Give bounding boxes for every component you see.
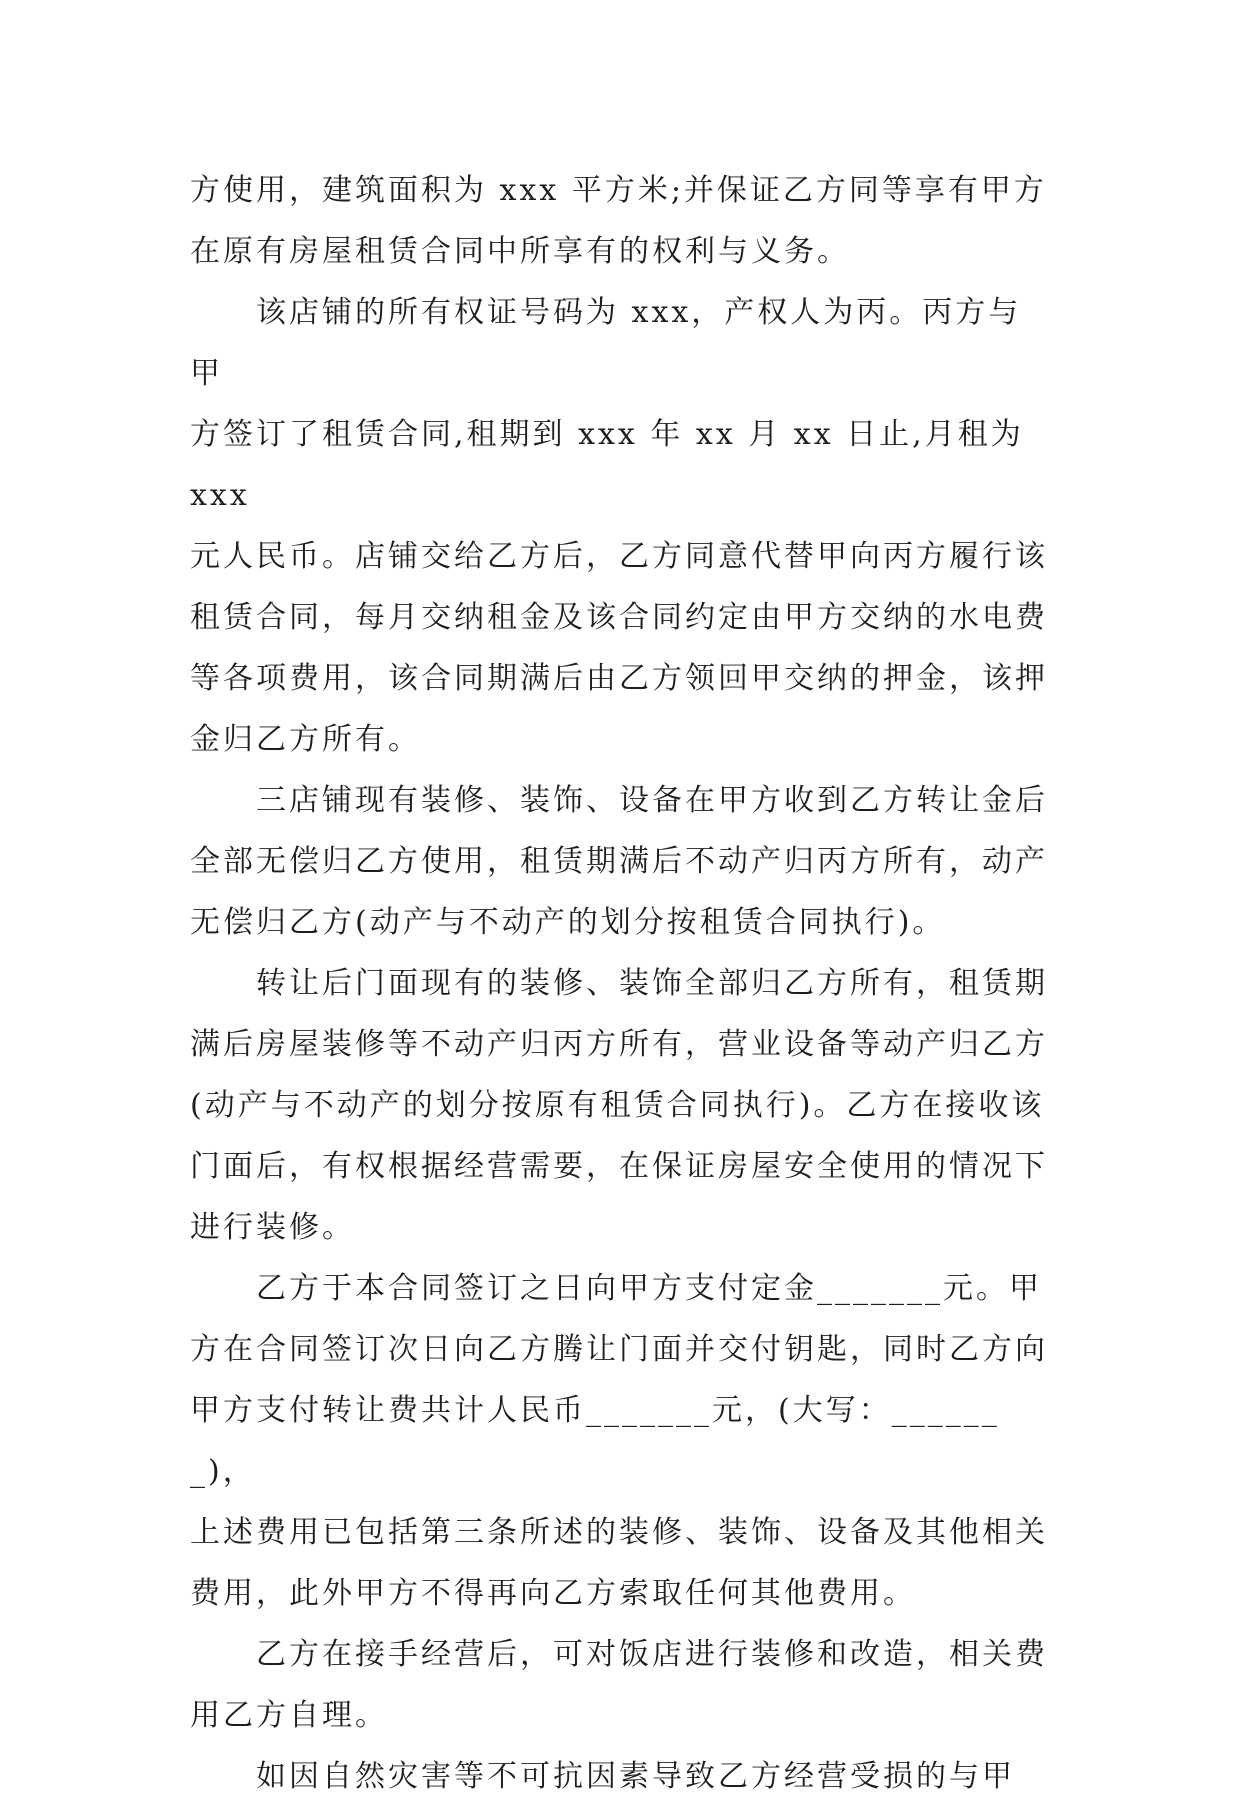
paragraph [190, 1258, 1050, 1624]
text-line: 三店铺现有装修、装饰、设备在甲方收到乙方转让金后 [256, 783, 1048, 818]
text-line: 方在合同签订次日向乙方腾让门面并交付钥匙，同时乙方向 [190, 1332, 1048, 1367]
text-line: 全部无偿归乙方使用，租赁期满后不动产归丙方所有，动产 [190, 844, 1048, 879]
text-line: 方签订了租赁合同,租期到 xxx 年 xx 月 xx 日止,月租为 xxx [190, 417, 1037, 513]
text-line: 无偿归乙方(动产与不动产的划分按租赁合同执行)。 [190, 905, 946, 940]
text-line: 方使用，建筑面积为 xxx 平方米;并保证乙方同等享有甲方 [190, 173, 1047, 208]
text-line: 在原有房屋租赁合同中所享有的权利与义务。 [190, 234, 850, 269]
text-line: 上述费用已包括第三条所述的装修、装饰、设备及其他相关 [190, 1515, 1048, 1550]
text-line: 如因自然灾害等不可抗因素导致乙方经营受损的与甲 [256, 1759, 1015, 1794]
text-line: 费用，此外甲方不得再向乙方索取任何其他费用。 [190, 1576, 916, 1611]
text-line: 甲方支付转让费共计人民币_______元，(大写：_______)， [190, 1393, 1000, 1489]
text-line: 该店铺的所有权证号码为 xxx，产权人为丙。丙方与甲 [190, 295, 1022, 391]
text-line: 满后房屋装修等不动产归丙方所有，营业设备等动产归乙方 [190, 1027, 1048, 1062]
text-line: 元人民币。店铺交给乙方后，乙方同意代替甲向丙方履行该 [190, 539, 1048, 574]
paragraph [190, 160, 1050, 282]
text-line: 转让后门面现有的装修、装饰全部归乙方所有，租赁期 [256, 966, 1048, 1001]
paragraph [190, 282, 1050, 770]
paragraph [190, 1746, 1050, 1807]
text-line: 乙方在接手经营后，可对饭店进行装修和改造，相关费 [256, 1637, 1048, 1672]
paragraph [190, 770, 1050, 953]
text-line: 用乙方自理。 [190, 1698, 388, 1733]
text-line: 金归乙方所有。 [190, 722, 421, 757]
paragraph [190, 953, 1050, 1258]
paragraph [190, 1624, 1050, 1746]
text-line: 进行装修。 [190, 1210, 355, 1245]
text-line: 门面后，有权根据经营需要，在保证房屋安全使用的情况下 [190, 1149, 1048, 1184]
document-body [190, 160, 1050, 1807]
text-line: (动产与不动产的划分按原有租赁合同执行)。乙方在接收该 [190, 1088, 1045, 1123]
text-line: 乙方于本合同签订之日向甲方支付定金_______元。甲 [256, 1271, 1042, 1306]
text-line: 租赁合同，每月交纳租金及该合同约定由甲方交纳的水电费 [190, 600, 1048, 635]
text-line: 等各项费用，该合同期满后由乙方领回甲交纳的押金，该押 [190, 661, 1048, 696]
